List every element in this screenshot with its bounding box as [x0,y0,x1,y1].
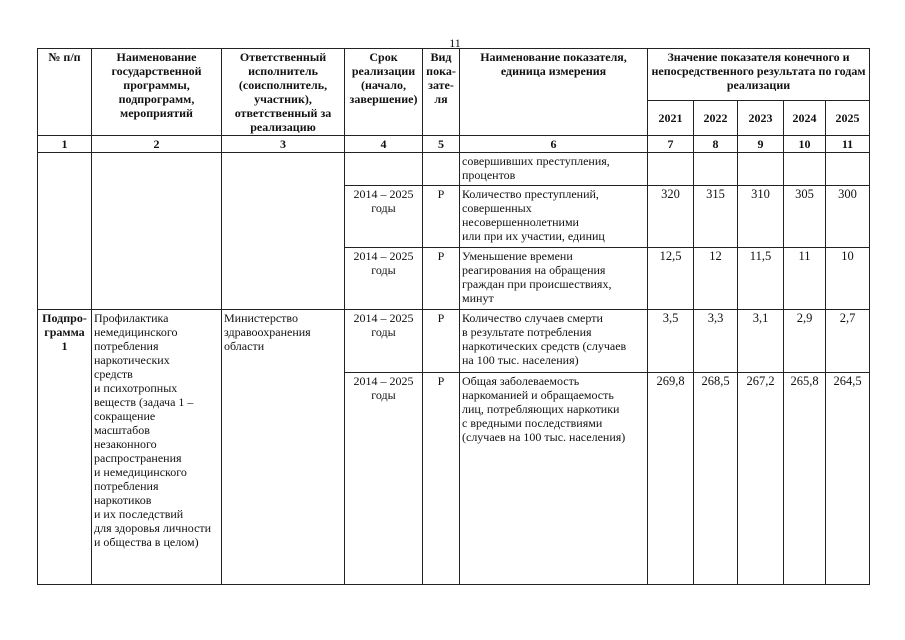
cell-value: 10 [826,248,870,310]
table-row [38,310,870,373]
cell-value: 264,5 [826,373,870,585]
cell-period: 2014 – 2025 годы [345,248,423,310]
cell-program-name [92,153,222,310]
header-values: Значение показателя конечного и непосредственного результата по годам реализации [648,49,870,101]
column-index: 1 [38,136,92,153]
cell-value: 2,9 [784,310,826,373]
column-index: 8 [694,136,738,153]
cell-value: 11 [784,248,826,310]
cell-indicator-name: Количество случаев смерти в результате потребления наркотических средств (случаев на 100 тыс. населения) [460,310,648,373]
cell-value: 267,2 [738,373,784,585]
cell-value: 3,5 [648,310,694,373]
column-index-row [38,136,870,153]
header-year: 2025 [826,100,870,135]
cell-subprogram-name: Профилактика немедицинского потребления наркотических средств и психотропных веществ (задача 1 – сокращение масштабов незаконного распространения и немедицинского потребления наркотиков и их последствий для здоровья личности и общества в целом) [92,310,222,585]
header-year: 2023 [738,100,784,135]
cell-number [38,153,92,310]
column-index: 10 [784,136,826,153]
column-index: 2 [92,136,222,153]
header-year: 2021 [648,100,694,135]
page-number: 11 [449,36,461,50]
column-index: 5 [423,136,460,153]
cell-value: 269,8 [648,373,694,585]
cell-executor [222,153,345,310]
indicators-table [37,48,870,585]
cell-indicator-type: Р [423,310,460,373]
cell-period: 2014 – 2025 годы [345,310,423,373]
column-index: 7 [648,136,694,153]
cell-indicator-type: Р [423,248,460,310]
column-index: 4 [345,136,423,153]
header-indicator-type: Вид пока- зате- ля [423,49,460,136]
cell-value: 265,8 [784,373,826,585]
cell-value: 310 [738,186,784,248]
cell-executor: Министерство здравоохранения области [222,310,345,585]
cell-indicator-name: Общая заболеваемость наркоманией и обращаемость лиц, потребляющих наркотики с вредными последствиями (случаев на 100 тыс. населения) [460,373,648,585]
cell-value: 268,5 [694,373,738,585]
header-year: 2022 [694,100,738,135]
cell-indicator-type: Р [423,373,460,585]
cell-value: 300 [826,186,870,248]
cell-period [345,153,423,186]
cell-value: 12,5 [648,248,694,310]
table-row [38,153,870,186]
header-period: Срок реализации (начало, завершение) [345,49,423,136]
cell-value: 2,7 [826,310,870,373]
header-number: № п/п [38,49,92,136]
cell-period: 2014 – 2025 годы [345,373,423,585]
header-indicator-name: Наименование показателя, единица измерения [460,49,648,136]
cell-value: 315 [694,186,738,248]
column-index: 6 [460,136,648,153]
cell-value: 12 [694,248,738,310]
column-index: 9 [738,136,784,153]
cell-value [784,153,826,186]
cell-indicator-name: совершивших преступления, процентов [460,153,648,186]
cell-value: 3,3 [694,310,738,373]
header-executor: Ответственный исполнитель (соисполнитель, участник), ответственный за реализацию [222,49,345,136]
cell-indicator-type [423,153,460,186]
header-program-name: Наименование государственной программы, подпрограмм, мероприятий [92,49,222,136]
cell-period: 2014 – 2025 годы [345,186,423,248]
cell-indicator-name: Количество преступлений, совершенных несовершеннолетними или при их участии, единиц [460,186,648,248]
cell-value [694,153,738,186]
cell-value [738,153,784,186]
cell-subprogram-number: Подпро- грамма 1 [38,310,92,585]
cell-indicator-name: Уменьшение времени реагирования на обращения граждан при происшествиях, минут [460,248,648,310]
cell-value: 3,1 [738,310,784,373]
header-year: 2024 [784,100,826,135]
column-index: 11 [826,136,870,153]
cell-value: 320 [648,186,694,248]
column-index: 3 [222,136,345,153]
cell-value: 11,5 [738,248,784,310]
cell-indicator-type: Р [423,186,460,248]
cell-value [648,153,694,186]
cell-value [826,153,870,186]
cell-value: 305 [784,186,826,248]
